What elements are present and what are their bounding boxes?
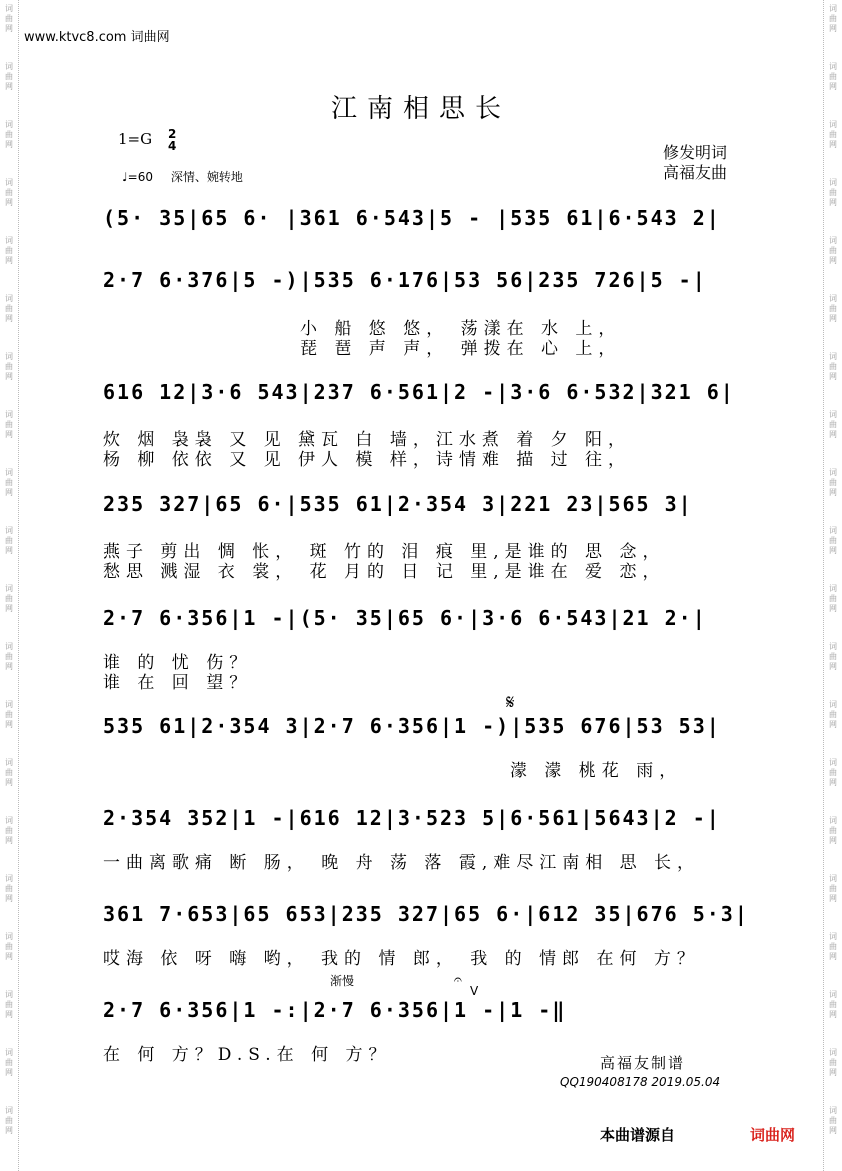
lyric-line-8: 哎海 依 呀 嗨 哟， 我的 情 郎， 我 的 情郎 在何 方？ — [103, 949, 700, 969]
watermark-mark: 词 曲 网 — [829, 120, 837, 149]
song-title: 江南相思长 — [330, 94, 511, 124]
watermark-mark: 词 曲 网 — [5, 236, 13, 265]
lyric-line-5-verse-2: 谁 在 回 望？ — [103, 673, 253, 693]
lyric-line-7: 一曲离歌痛 断 肠， 晚 舟 荡 落 霞,难尽江南相 思 长， — [103, 853, 701, 873]
watermark-mark: 词 曲 网 — [5, 700, 13, 729]
watermark-mark: 词 曲 网 — [829, 468, 837, 497]
tempo-value: ♩=60 — [122, 170, 153, 184]
watermark-mark: 词 曲 网 — [829, 62, 837, 91]
watermark-mark: 词 曲 网 — [5, 642, 13, 671]
tempo-marking — [122, 168, 243, 185]
watermark-mark: 词 曲 网 — [829, 700, 837, 729]
key-signature: 1=G — [118, 130, 153, 148]
watermark-mark: 词 曲 网 — [829, 584, 837, 613]
watermark-mark: 词 曲 网 — [5, 410, 13, 439]
watermark-mark: 词 曲 网 — [829, 758, 837, 787]
expression-marking: 深情、婉转地 — [170, 170, 243, 184]
watermark-mark: 词 曲 网 — [5, 526, 13, 555]
arranger-credit: 高福友制谱 — [600, 1054, 686, 1072]
watermark-mark: 词 曲 网 — [829, 526, 837, 555]
watermark-mark: 词 曲 网 — [829, 642, 837, 671]
lyric-line-5-verse-1: 谁 的 忧 伤？ — [103, 653, 253, 673]
watermark-mark: 词 曲 网 — [5, 4, 13, 33]
contact-date: QQ190408178 2019.05.04 — [560, 1075, 721, 1089]
watermark-mark: 词 曲 网 — [5, 816, 13, 845]
lyric-line-4-verse-2: 愁思 溅湿 衣 裳， 花 月的 日 记 里,是谁在 爱 恋， — [103, 562, 666, 582]
site-url[interactable]: www.ktvc8.com 词曲网 — [24, 30, 170, 45]
watermark-mark: 词 曲 网 — [5, 178, 13, 207]
watermark-mark: 词 曲 网 — [5, 1048, 13, 1077]
watermark-mark: 词 曲 网 — [829, 236, 837, 265]
lyric-line-2-verse-1: 小 船 悠 悠， 荡漾在 水 上， — [300, 319, 622, 339]
fermata-sign: 𝄐 — [454, 972, 462, 988]
ritardando-marking: 渐慢 — [330, 974, 355, 988]
score-line-8: 361 7·653|65 653|235 327|65 6·|612 35|676 5·3| — [103, 902, 749, 926]
score-line-7: 2·354 352|1 -|616 12|3·523 5|6·561|5643|2 -| — [103, 806, 721, 830]
score-line-6: 535 61|2·354 3|2·7 6·356|1 -)|535 676|53 53| — [103, 714, 721, 738]
watermark-mark: 词 曲 网 — [829, 410, 837, 439]
lyric-line-4-verse-1: 燕子 剪出 惆 怅， 斑 竹的 泪 痕 里,是谁的 思 念， — [103, 542, 666, 562]
lyricist-credit: 修发明词 — [662, 143, 727, 162]
watermark-mark: 词 曲 网 — [829, 352, 837, 381]
lyric-line-3-verse-1: 炊 烟 袅袅 又 见 黛瓦 白 墙，江水煮 着 夕 阳， — [103, 430, 632, 450]
segno-sign: 𝄋 — [506, 690, 515, 714]
watermark-mark: 词 曲 网 — [829, 294, 837, 323]
watermark-mark: 词 曲 网 — [829, 178, 837, 207]
watermark-mark: 词 曲 网 — [5, 874, 13, 903]
time-signature-bottom: 4 — [168, 139, 177, 153]
watermark-mark: 词 曲 网 — [829, 1106, 837, 1135]
watermark-mark: 词 曲 网 — [5, 62, 13, 91]
score-line-5: 2·7 6·356|1 -|(5· 35|65 6·|3·6 6·543|21 2·| — [103, 606, 707, 630]
site-logo-text[interactable]: 词曲网 — [750, 1126, 796, 1144]
score-line-9: 2·7 6·356|1 -:|2·7 6·356|1 -|1 -‖ — [103, 998, 567, 1022]
score-line-3: 616 12|3·6 543|237 6·561|2 -|3·6 6·532|321 6| — [103, 380, 735, 404]
watermark-mark: 词 曲 网 — [829, 932, 837, 961]
watermark-mark: 词 曲 网 — [5, 294, 13, 323]
watermark-mark: 词 曲 网 — [829, 874, 837, 903]
watermark-mark: 词 曲 网 — [5, 584, 13, 613]
score-line-4: 235 327|65 6·|535 61|2·354 3|221 23|565 3| — [103, 492, 693, 516]
watermark-mark: 词 曲 网 — [5, 1106, 13, 1135]
watermark-mark: 词 曲 网 — [5, 932, 13, 961]
time-signature — [168, 128, 176, 152]
watermark-mark: 词 曲 网 — [5, 758, 13, 787]
score-line-2: 2·7 6·376|5 -)|535 6·176|53 56|235 726|5 -| — [103, 268, 707, 292]
composer-credit: 高福友曲 — [662, 163, 727, 182]
watermark-mark: 词 曲 网 — [5, 468, 13, 497]
lyric-line-6: 濛 濛 桃花 雨， — [510, 761, 683, 781]
breath-mark: V — [470, 984, 479, 998]
score-line-1: (5· 35|65 6· |361 6·543|5 - |535 61|6·543 2| — [103, 206, 721, 230]
watermark-mark: 词 曲 网 — [829, 1048, 837, 1077]
watermark-mark: 词 曲 网 — [829, 4, 837, 33]
watermark-mark: 词 曲 网 — [829, 990, 837, 1019]
lyric-line-3-verse-2: 杨 柳 依依 又 见 伊人 模 样，诗情难 描 过 往， — [103, 450, 632, 470]
watermark-mark: 词 曲 网 — [5, 352, 13, 381]
lyric-line-9: 在 何 方？D.S.在 何 方？ — [103, 1045, 392, 1065]
source-label: 本曲谱源自 — [600, 1126, 676, 1144]
time-signature-top: 2 — [168, 127, 177, 141]
watermark-mark: 词 曲 网 — [5, 120, 13, 149]
lyric-line-2-verse-2: 琵 琶 声 声， 弹拨在 心 上， — [300, 339, 622, 359]
watermark-mark: 词 曲 网 — [5, 990, 13, 1019]
watermark-mark: 词 曲 网 — [829, 816, 837, 845]
